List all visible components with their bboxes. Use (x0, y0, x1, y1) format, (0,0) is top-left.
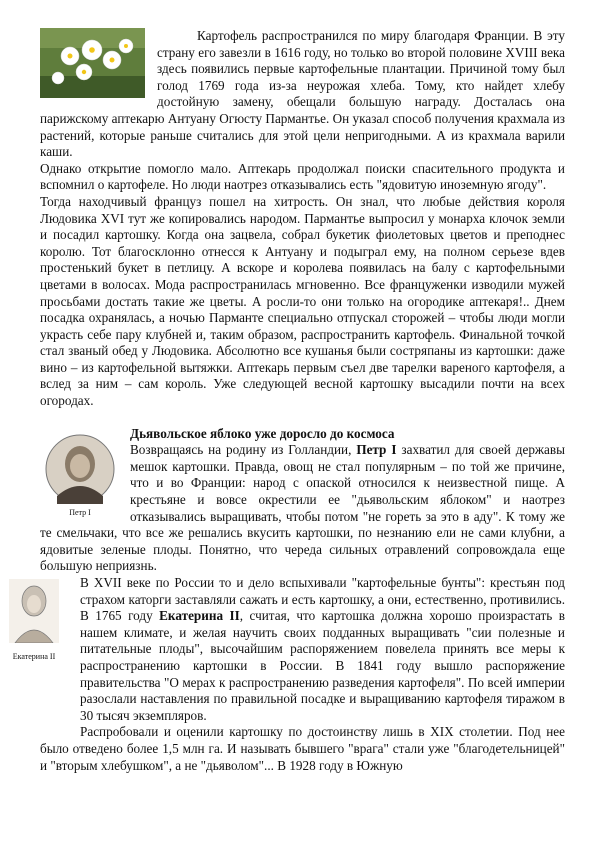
intro-paragraph-2: Однако открытие помогло мало. Аптекарь продолжал поиски спасительного продукта и вспомнил о картофеле. Но люди наотрез отказывались есть "ядовитую иноземную ягоду". (40, 160, 565, 193)
catherine-block (12, 575, 565, 724)
intro-paragraph-1: Картофель распространился по миру благодаря Франции. В эту страну его завезли в 1616 году, но только во второй половине XVIII века здесь появились первые картофельные плантации. Причиной тому был голод 1769 года из-за неурожая хлеба. Тому, кто найдет хлебу достойную замену, обещали большую награду. Досталась она парижскому аптекарю Антуану Огюсту Пармантье. Он указал способ получения крахмала из растений, которые раньше считались для этой цели непригодными. А из крахмала варили каши. (40, 28, 565, 160)
section-heading: Дьявольское яблоко уже доросло до космоса (130, 425, 395, 441)
section-paragraph-3: Распробовали и оценили картошку по достоинству лишь в XIX столетии. Под нее было отведено более 1,5 млн га. И называть бывшего "врага" стали уже "благодетельницей" и "вторым хлебушком", а не "дьяволом"... В 1928 году в Южную (40, 724, 565, 773)
potato-flower-photo (40, 28, 145, 98)
intro-paragraph-3: Тогда находчивый француз пошел на хитрость. Он знал, что любые действия короля Людовика XVI тут же копировались народом. Пармантье выпросил у монарха клочок земли и посадил картошку. Когда она зацвела, собрал букетик фиолетовых цветов и преподнес королю. Тот благосклонно отнесся к Антуану и подыграл ему, на полном серьезе вдев простенький букет в петлицу. А вскоре и королева появилась на балу с картофельными цветами в волосах. Мода распространилась мгновенно. Все француженки изводили мужей просьбами достать такие же цветы. А росли-то они только на огородике аптекаря!.. Днем посадка охранялась, а ночью Парманте специально отпускал сторожей – чтобы люди могли украсть себе пару клубней и, таким образом, распространить картофель. Финальной точкой стал званый обед у Людовика. Абсолютно все кушанья были состряпаны из картошки: даже вино – из картофельной вытяжки. Аптекарь первым съел две тарелки вареного картофеля, а вслед за ним – сам король. Уже следующей весной картошку высадили почти на всех огородах. (40, 193, 565, 409)
peter-caption: Петр I (69, 507, 91, 517)
catherine-caption: Екатерина II (12, 652, 56, 661)
section-paragraph-2: В XVII веке по России то и дело вспыхивали "картофельные бунты": крестьян под страхом каторги заставляли сажать и есть картошку, а они, естественно, противились. В 1765 году Екатерина II, считая, что картошка должна хорошо произрастать в нашем климате, и желая научить своих подданных выращивать "сии полезные и питательные плоды", высочайшим распоряжением повелела принять все меры к распространению картошки в России. В 1841 году вышло распоряжение правительства "О мерах к распространению разведения картофеля". По всей империи разослали наставления по правильной посадке и выращиванию картофеля тиражом в 30 тысяч экземпляров. (80, 575, 565, 723)
document-page (12, 28, 565, 774)
section-paragraph-1: Возвращаясь на родину из Голландии, Петр I захватил для своей державы мешок картошки. Правда, овощ не стал популярным – по той же причине, что и во Франции: народ с опаской относился к неизвестной пище. А крестьяне и вовсе окрестили ее "дьявольским яблоком" и наотрез отказывались выращивать, чтобы потом "не гореть за это в аду". К тому же те смельчаки, что все же решались вкусить картошки, по незнанию ели не сами клубни, а ядовитые зеленые плоды. Понятно, что череда сильных отравлений сопровождала еще большую неприязнь. (40, 442, 565, 574)
catherine-portrait (4, 579, 64, 662)
peter-portrait (40, 434, 120, 518)
